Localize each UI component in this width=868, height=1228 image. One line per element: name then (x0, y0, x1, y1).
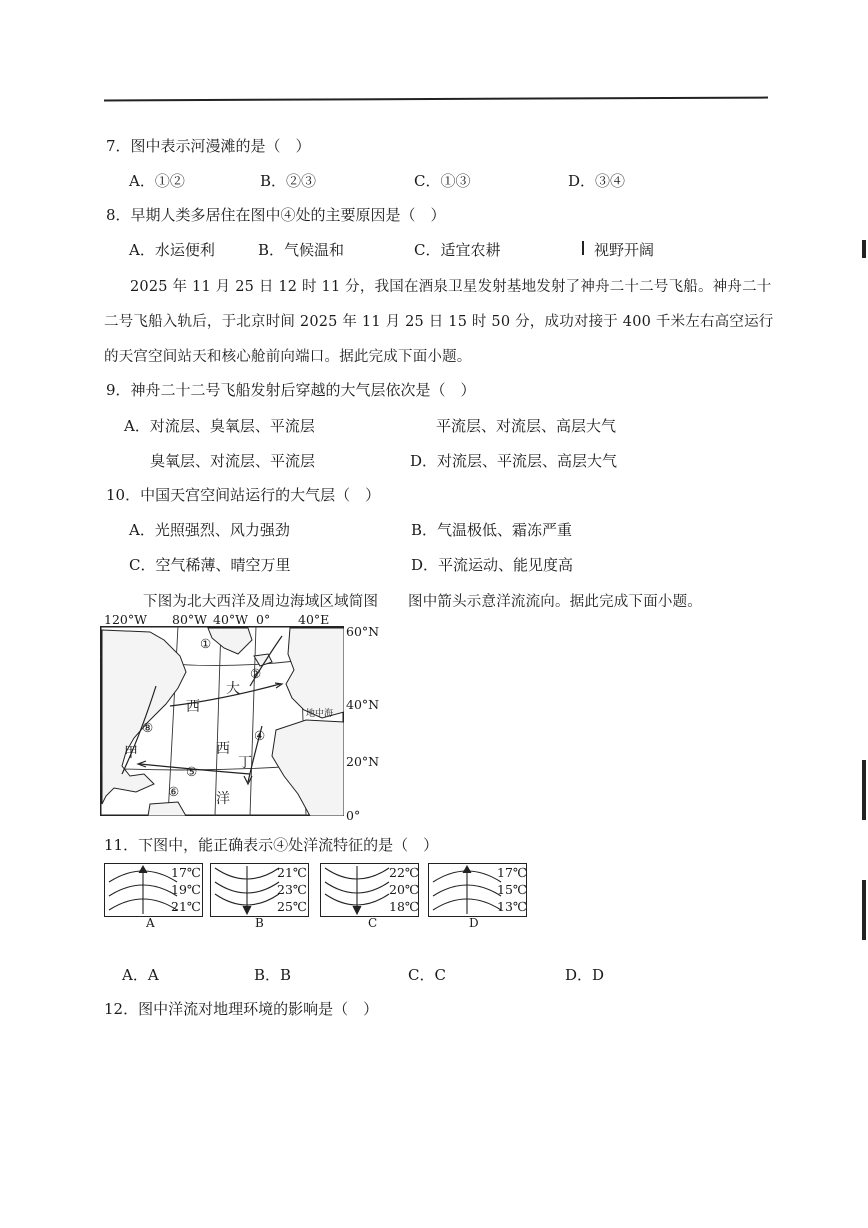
scan-edge-mark (862, 240, 866, 258)
map-ocean-char-2: 西 (186, 699, 200, 715)
q7-option-a[interactable]: A．①② (129, 172, 185, 190)
diagram-b-label: B (255, 916, 264, 930)
q10-option-a[interactable]: A．光照强烈、风力强劲 (129, 521, 290, 539)
q11-option-b[interactable]: B．B (254, 966, 292, 984)
q9-option-b[interactable]: 平流层、对流层、高层大气 (436, 417, 617, 435)
map-label-jia: 甲 (124, 745, 138, 761)
q9-option-a[interactable]: A．对流层、臭氧层、平流层 (124, 417, 315, 435)
map-marker-1: ① (200, 636, 212, 651)
q11-option-a[interactable]: A．A (122, 966, 159, 984)
map-lon-40w: 40°W (213, 612, 249, 627)
q11-option-c[interactable]: C．C (408, 966, 446, 984)
q10-option-d[interactable]: D．平流运动、能见度高 (411, 556, 574, 574)
diagram-b-temp-3: 25℃ (277, 899, 307, 914)
header-rule (104, 97, 768, 102)
map-label-mediterranean: 地中海 (306, 709, 334, 719)
q11-option-d[interactable]: D．D (565, 966, 605, 984)
diagram-b-temp-1: 21℃ (277, 865, 307, 880)
q9-stem: 9．神舟二十二号飞船发射后穿越的大气层依次是（ ） (106, 381, 476, 399)
scan-edge-mark (862, 880, 866, 940)
q8-option-c[interactable]: C．适宜农耕 (414, 241, 501, 259)
scan-edge-mark (862, 760, 866, 820)
q7-option-b[interactable]: B．②③ (260, 172, 317, 190)
q7-option-d[interactable]: D．③④ (568, 172, 626, 190)
passage1-line2: 二号飞船入轨后，于北京时间 2025 年 11 月 25 日 15 时 50 分，成功对接于 400 千米左右高空运行 (104, 314, 774, 330)
diagram-d-temp-2: 15℃ (497, 882, 527, 897)
map-label-ding: 丁 (238, 755, 252, 771)
passage1-line1: 2025 年 11 月 25 日 12 时 11 分，我国在酒泉卫星发射基地发射了神舟二十二号飞船。神舟二十 (130, 279, 772, 295)
diagram-d-label: D (469, 916, 479, 930)
isotherm-diagram-c (320, 863, 419, 917)
passage2-part1: 下图为北大西洋及周边海域区域简图 (143, 594, 379, 610)
diagram-a-temp-1: 17℃ (171, 865, 201, 880)
q8-stem: 8．早期人类多居住在图中④处的主要原因是（ ） (106, 206, 446, 224)
q10-option-b[interactable]: B．气温极低、霜冻严重 (411, 521, 573, 539)
q8-option-b[interactable]: B．气候温和 (258, 241, 345, 259)
map-lon-0: 0° (256, 612, 271, 627)
diagram-b-temp-2: 23℃ (277, 882, 307, 897)
map-ocean-char-4: 洋 (216, 791, 230, 807)
diagram-c-temp-1: 22℃ (389, 865, 419, 880)
isotherm-diagram-a (104, 863, 203, 917)
map-lon-80w: 80°W (172, 612, 208, 627)
map-lat-60n: 60°N (346, 624, 380, 639)
q11-stem: 11．下图中，能正确表示④处洋流特征的是（ ） (104, 836, 439, 854)
map-lon-40e: 40°E (298, 612, 330, 627)
diagram-c-label: C (368, 916, 378, 930)
diagram-d-temp-3: 13℃ (497, 899, 527, 914)
q8-option-d[interactable]: 视野开阔 (594, 241, 655, 259)
q7-option-c[interactable]: C．①③ (414, 172, 471, 190)
isotherm-diagram-d (428, 863, 527, 917)
diagram-c-temp-2: 20℃ (389, 882, 419, 897)
north-atlantic-map (100, 626, 344, 816)
map-marker-8: ⑧ (142, 720, 154, 735)
q7-stem: 7．图中表示河漫滩的是（ ） (106, 137, 311, 155)
q12-stem: 12．图中洋流对地理环境的影响是（ ） (104, 1000, 379, 1018)
map-lat-0: 0° (346, 808, 361, 823)
q8-option-a[interactable]: A．水运便利 (129, 241, 215, 259)
q10-stem: 10．中国天宫空间站运行的大气层（ ） (106, 486, 381, 504)
q9-option-d[interactable]: D．对流层、平流层、高层大气 (410, 452, 618, 470)
passage1-line3: 的天宫空间站天和核心舱前向端口。据此完成下面小题。 (104, 349, 472, 365)
map-ocean-char-1: 大 (226, 681, 240, 697)
map-ocean-char-3: 西 (216, 741, 230, 757)
map-lat-40n: 40°N (346, 697, 380, 712)
diagram-d-temp-1: 17℃ (497, 865, 527, 880)
map-marker-6: ⑥ (168, 784, 180, 799)
scan-mark (582, 241, 584, 255)
passage2-part2: 图中箭头示意洋流流向。据此完成下面小题。 (408, 594, 702, 610)
map-marker-4: ④ (254, 728, 266, 743)
diagram-a-label: A (146, 916, 155, 930)
map-lon-120w: 120°W (104, 612, 147, 627)
diagram-a-temp-2: 19℃ (171, 882, 201, 897)
q10-option-c[interactable]: C．空气稀薄、晴空万里 (129, 556, 291, 574)
isotherm-diagram-b (210, 863, 309, 917)
map-lat-20n: 20°N (346, 754, 380, 769)
map-marker-2: ② (250, 666, 262, 681)
map-marker-5: ⑤ (186, 764, 198, 779)
diagram-a-temp-3: 21℃ (171, 899, 201, 914)
q9-option-c[interactable]: 臭氧层、对流层、平流层 (150, 452, 316, 470)
diagram-c-temp-3: 18℃ (389, 899, 419, 914)
